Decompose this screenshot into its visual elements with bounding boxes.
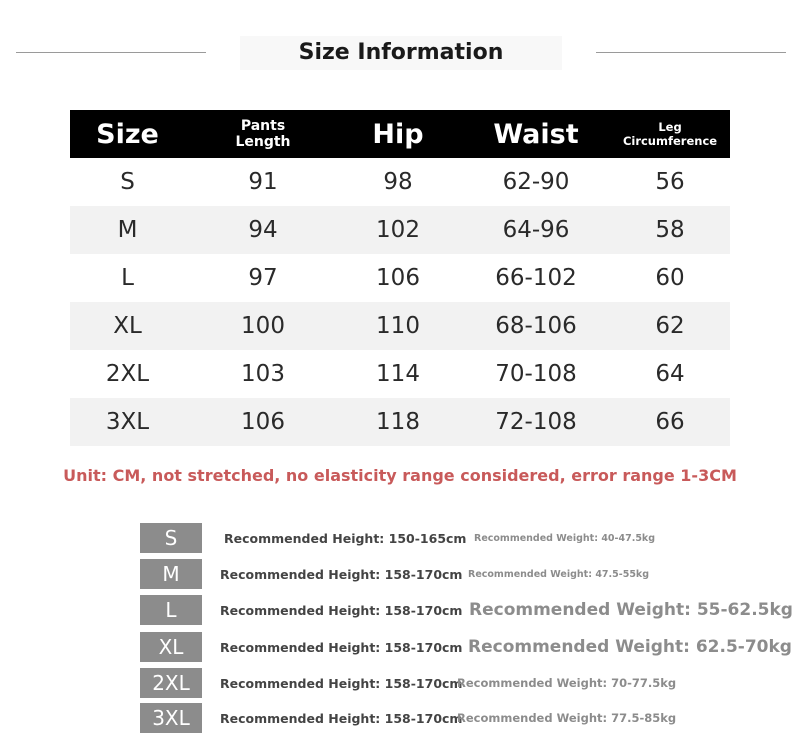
size-badge: L	[140, 595, 202, 625]
header-waist: Waist	[493, 118, 579, 150]
cell-hip: 114	[376, 361, 420, 387]
recommendation-row	[0, 523, 800, 553]
cell-waist: 66-102	[495, 265, 577, 291]
recommended-height: Recommended Height: 150-165cm	[224, 530, 467, 546]
size-badge: 2XL	[140, 668, 202, 698]
table-row	[70, 350, 730, 398]
recommendation-row	[0, 559, 800, 589]
table-row	[70, 398, 730, 446]
cell-pants-length: 91	[248, 169, 278, 195]
recommended-weight: Recommended Weight: 55-62.5kg	[469, 600, 793, 620]
cell-size: L	[121, 265, 134, 291]
title-divider-right	[596, 52, 786, 53]
cell-size: S	[120, 169, 135, 195]
cell-hip: 118	[376, 409, 420, 435]
unit-note: Unit: CM, not stretched, no elasticity range considered, error range 1-3CM	[63, 466, 737, 485]
cell-size: M	[117, 217, 138, 243]
recommended-weight: Recommended Weight: 40-47.5kg	[474, 532, 656, 544]
table-row	[70, 206, 730, 254]
table-row	[70, 302, 730, 350]
size-badge: S	[140, 523, 202, 553]
recommendation-row	[0, 668, 800, 698]
cell-pants-length: 94	[248, 217, 278, 243]
cell-waist: 62-90	[502, 169, 570, 195]
cell-leg-circumference: 58	[655, 217, 685, 243]
recommended-height: Recommended Height: 158-170cm	[220, 710, 463, 726]
cell-leg-circumference: 56	[655, 169, 685, 195]
cell-leg-circumference: 62	[655, 313, 685, 339]
recommendation-row	[0, 703, 800, 733]
recommended-weight: Recommended Weight: 47.5-55kg	[468, 568, 650, 580]
cell-hip: 102	[376, 217, 420, 243]
cell-hip: 106	[376, 265, 420, 291]
recommended-height: Recommended Height: 158-170cm	[220, 566, 463, 582]
table-header	[70, 110, 730, 158]
title-banner	[240, 36, 562, 70]
size-badge: 3XL	[140, 703, 202, 733]
header-pants-length	[195, 110, 331, 158]
header-pants-length-line1: Pants	[240, 118, 286, 134]
cell-waist: 70-108	[495, 361, 577, 387]
recommended-height: Recommended Height: 158-170cm	[220, 675, 463, 691]
header-size: Size	[96, 118, 159, 150]
page-title: Size Information	[298, 40, 504, 65]
table-row	[70, 254, 730, 302]
cell-leg-circumference: 64	[655, 361, 685, 387]
cell-waist: 64-96	[502, 217, 570, 243]
recommended-weight: Recommended Weight: 77.5-85kg	[457, 711, 677, 725]
header-leg-circumference: Leg Circumference	[622, 120, 718, 148]
cell-size: 2XL	[105, 361, 150, 387]
recommended-weight: Recommended Weight: 62.5-70kg	[468, 637, 792, 657]
table-row	[70, 158, 730, 206]
header-pants-length-line2: Length	[235, 134, 291, 150]
cell-pants-length: 106	[241, 409, 285, 435]
recommendation-row	[0, 595, 800, 625]
recommended-weight: Recommended Weight: 70-77.5kg	[457, 676, 677, 690]
header-hip: Hip	[372, 118, 424, 150]
cell-pants-length: 100	[241, 313, 285, 339]
cell-leg-circumference: 60	[655, 265, 685, 291]
size-badge: M	[140, 559, 202, 589]
cell-pants-length: 97	[248, 265, 278, 291]
recommendation-row	[0, 632, 800, 662]
cell-hip: 110	[376, 313, 420, 339]
cell-size: 3XL	[105, 409, 150, 435]
title-divider-left	[16, 52, 206, 53]
cell-leg-circumference: 66	[655, 409, 685, 435]
recommended-height: Recommended Height: 158-170cm	[220, 602, 463, 618]
cell-pants-length: 103	[241, 361, 285, 387]
size-table	[70, 110, 730, 446]
size-badge: XL	[140, 632, 202, 662]
cell-waist: 68-106	[495, 313, 577, 339]
recommended-height: Recommended Height: 158-170cm	[220, 639, 463, 655]
cell-waist: 72-108	[495, 409, 577, 435]
cell-size: XL	[113, 313, 142, 339]
cell-hip: 98	[383, 169, 413, 195]
